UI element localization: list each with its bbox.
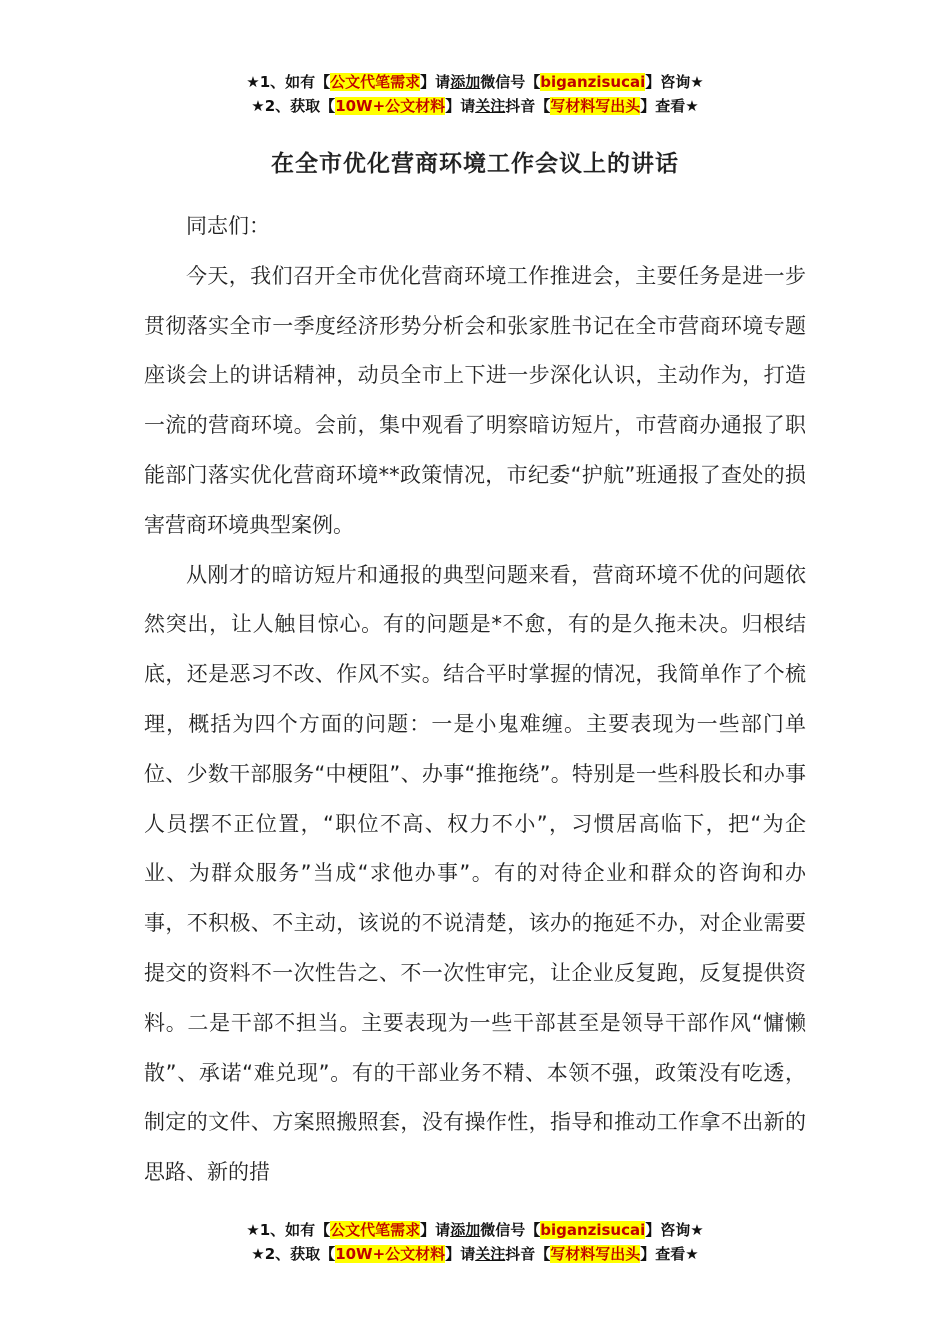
banner-text: 】请	[445, 97, 476, 115]
banner-text: 抖音【	[505, 1245, 551, 1263]
highlight-douyin-id: 写材料写出头	[550, 97, 641, 115]
paragraph: 从刚才的暗访短片和通报的典型问题来看，营商环境不优的问题依然突出，让人触目惊心。有的问题是*不愈，有的是久拖未决。归根结底，还是恶习不改、作风不实。结合平时掌握的情况，我简单作了个梳理，概括为四个方面的问题：一是小鬼难缠。主要表现为一些部门单位、少数干部服务“中梗阻”、办事“推拖绕”。特别是一些科股长和办事人员摆不正位置，“职位不高、权力不小”，习惯居高临下，把“为企业、为群众服务”当成“求他办事”。有的对待企业和群众的咨询和办事，不积极、不主动，该说的不说清楚，该办的拖延不办，对企业需要提交的资料不一次性告之、不一次性审完，让企业反复跑，反复提供资料。二是干部不担当。主要表现为一些干部甚至是领导干部作风“慵懒散”、承诺“难兑现”。有的干部业务不精、本领不强，政策没有吃透，制定的文件、方案照搬照套，没有操作性，指导和推动工作拿不出新的思路、新的措	[144, 562, 806, 1185]
banner-line-2	[0, 1242, 950, 1266]
highlight-ghostwriting: 公文代笔需求	[330, 1221, 421, 1239]
banner-text: 】请	[420, 1221, 451, 1239]
document-title: 在全市优化营商环境工作会议上的讲话	[271, 151, 679, 177]
highlight-wechat-id: biganzisucai	[540, 1221, 646, 1239]
banner-text: 微信号【	[480, 1221, 541, 1239]
banner-text: 微信号【	[480, 73, 541, 91]
banner-text: ★2、获取【	[251, 97, 336, 115]
banner-text: 】查看★	[640, 1245, 699, 1263]
banner-text: ★1、如有【	[246, 1221, 331, 1239]
document-body	[144, 202, 806, 1198]
underlined-follow: 关注	[475, 97, 506, 115]
banner-text: 】请	[445, 1245, 476, 1263]
banner-text: 】咨询★	[645, 73, 704, 91]
highlight-wechat-id: biganzisucai	[540, 73, 646, 91]
footer-banner	[0, 1218, 950, 1266]
header-banner	[0, 70, 950, 118]
highlight-douyin-id: 写材料写出头	[550, 1245, 641, 1263]
salutation: 同志们：	[186, 214, 270, 238]
banner-text: 】查看★	[640, 97, 699, 115]
highlight-materials: 10W+公文材料	[335, 1245, 446, 1263]
banner-text: 抖音【	[505, 97, 551, 115]
banner-line-2	[0, 94, 950, 118]
banner-line-1	[0, 70, 950, 94]
highlight-ghostwriting: 公文代笔需求	[330, 73, 421, 91]
underlined-add: 添加	[450, 1221, 481, 1239]
paragraph: 今天，我们召开全市优化营商环境工作推进会，主要任务是进一步贯彻落实全市一季度经济形势分析会和张家胜书记在全市营商环境专题座谈会上的讲话精神，动员全市上下进一步深化认识，主动作为，打造一流的营商环境。会前，集中观看了明察暗访短片，市营商办通报了职能部门落实优化营商环境**政策情况，市纪委“护航”班通报了查处的损害营商环境典型案例。	[144, 263, 806, 537]
banner-line-1	[0, 1218, 950, 1242]
banner-text: 】请	[420, 73, 451, 91]
banner-text: ★2、获取【	[251, 1245, 336, 1263]
banner-text: 】咨询★	[645, 1221, 704, 1239]
highlight-materials: 10W+公文材料	[335, 97, 446, 115]
underlined-follow: 关注	[475, 1245, 506, 1263]
banner-text: ★1、如有【	[246, 73, 331, 91]
underlined-add: 添加	[450, 73, 481, 91]
